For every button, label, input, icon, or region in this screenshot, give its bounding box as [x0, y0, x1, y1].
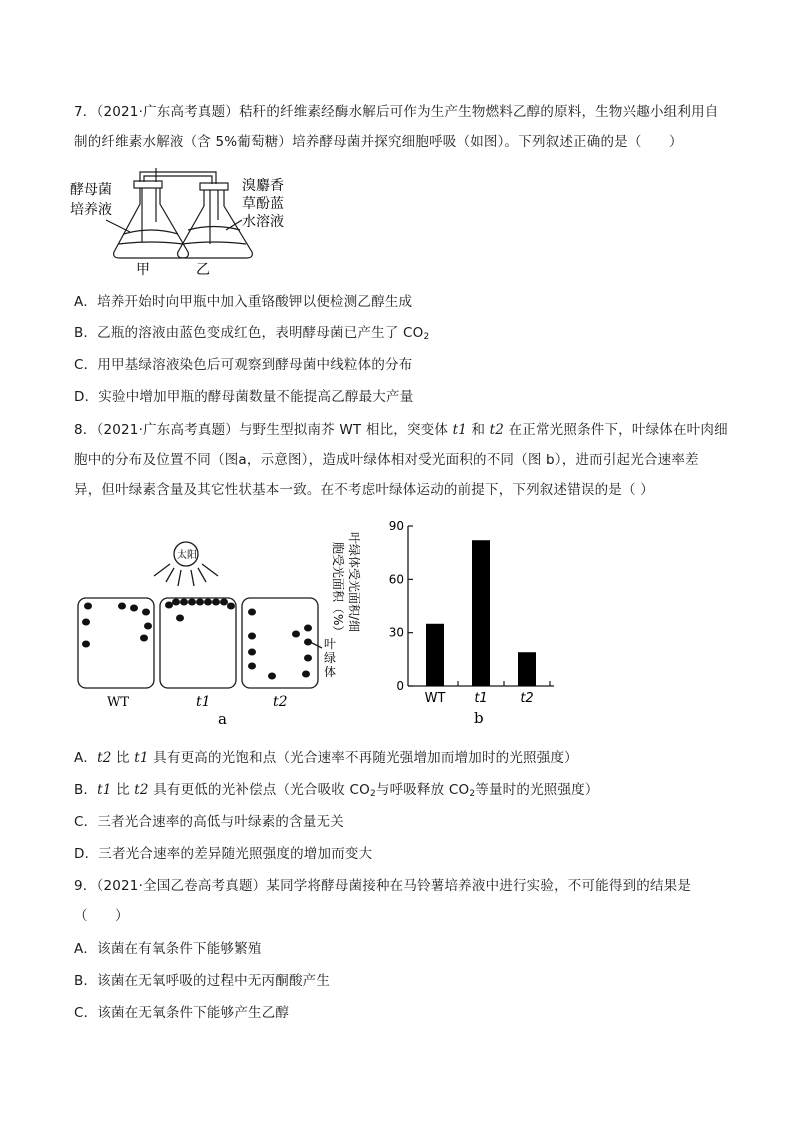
q7-label-indicator-3: 水溶液: [242, 214, 284, 230]
q8-stem-line3: 异，但叶绿素含量及其它性状基本一致。在不考虑叶绿体运动的前提下，下列叙述错误的是（ ）: [74, 482, 654, 498]
chloroplast-label-1: 叶: [324, 637, 337, 651]
y-axis-label: [331, 532, 362, 637]
q7-label-medium: 培养液: [70, 202, 112, 218]
q7-label-flask-b: 乙: [196, 262, 210, 278]
x-tick-label-WT: WT: [424, 691, 446, 706]
q7-label-yeast: 酵母菌: [70, 182, 112, 198]
bar-t1: [472, 540, 490, 686]
q9-option-c: C．该菌在无氧条件下能够产生乙醇: [74, 1005, 290, 1021]
q7-stem-line1: 7．（2021·广东高考真题）秸秆的纤维素经酶水解后可作为生产生物燃料乙醇的原料，生物兴趣小组利用自: [74, 104, 719, 120]
cell-label-wt: WT: [107, 695, 130, 710]
q9-stem-line1: 9．（2021·全国乙卷高考真题）某同学将酵母菌接种在马铃薯培养液中进行实验，不可能得到的结果是: [74, 878, 692, 894]
q7-option-d: D．实验中增加甲瓶的酵母菌数量不能提高乙醇最大产量: [74, 389, 414, 405]
q7-label-flask-a: 甲: [136, 262, 150, 278]
cell-label-t2: t2: [273, 694, 288, 710]
q8-option-d: D．三者光合速率的差异随光照强度的增加而变大: [74, 846, 373, 862]
chloroplast-label-2: 绿: [324, 651, 337, 665]
y-axis-label-line1: 叶绿体受光面积/细: [347, 532, 361, 633]
q8-stem-line1: 8．（2021·广东高考真题）与野生型拟南芥 WT 相比，突变体 t1 和 t2 在正常光照条件下，叶绿体在叶肉细: [74, 422, 728, 438]
q7-option-a: A．培养开始时向甲瓶中加入重铬酸钾以便检测乙醇生成: [74, 294, 413, 310]
q9-option-a: A．该菌在有氧条件下能够繁殖: [74, 941, 262, 957]
sun-label: 太阳: [177, 550, 197, 561]
bar-t2: [518, 652, 536, 686]
figure-a-caption: a: [218, 710, 227, 728]
y-tick-label-60: 60: [388, 572, 404, 587]
y-tick-label-90: 90: [388, 519, 404, 533]
q7-option-b: B．乙瓶的溶液由蓝色变成红色，表明酵母菌已产生了 $CO_2$: [74, 325, 430, 342]
q8-figure-a: [74, 530, 344, 730]
q8-option-c: C．三者光合速率的高低与叶绿素的含量无关: [74, 814, 344, 830]
q8-option-b: B．t1 比 t2 具有更低的光补偿点（光合吸收 $CO_2$与呼吸释放 $CO_2$等量时的光照强度）: [74, 782, 599, 799]
q7-option-c: C．用甲基绿溶液染色后可观察到酵母菌中线粒体的分布: [74, 357, 413, 373]
q8-figure-b-chart: [330, 516, 570, 730]
q8-stem-line2: 胞中的分布及位置不同（图a，示意图），造成叶绿体相对受光面积的不同（图 b），进而引起光合速率差: [74, 452, 699, 468]
cell-label-t1: t1: [196, 694, 211, 710]
x-tick-label-t1: t1: [474, 691, 488, 706]
bar-WT: [426, 624, 444, 686]
chloroplast-label-3: 体: [324, 665, 337, 679]
q7-label-indicator-2: 草酚蓝: [242, 196, 284, 212]
figure-b-caption: b: [474, 709, 484, 727]
y-tick-label-30: 30: [388, 625, 404, 640]
q9-option-b: B．该菌在无氧呼吸的过程中无丙酮酸产生: [74, 973, 331, 989]
y-tick-label-0: 0: [396, 679, 404, 693]
x-tick-label-t2: t2: [520, 691, 534, 706]
q7-label-indicator-1: 溴麝香: [242, 178, 284, 194]
q7-flask-figure: [70, 168, 300, 280]
y-axis-label-line2: 胞受光面积（%）: [331, 542, 345, 638]
q8-option-a: A．t2 比 t1 具有更高的光饱和点（光合速率不再随光强增加而增加时的光照强度）: [74, 750, 578, 766]
q7-stem-line2: 制的纤维素水解液（含 5%葡萄糖）培养酵母菌并探究细胞呼吸（如图）。下列叙述正确的是（ ）: [74, 134, 683, 150]
q9-stem-line2: （ ）: [74, 908, 129, 924]
